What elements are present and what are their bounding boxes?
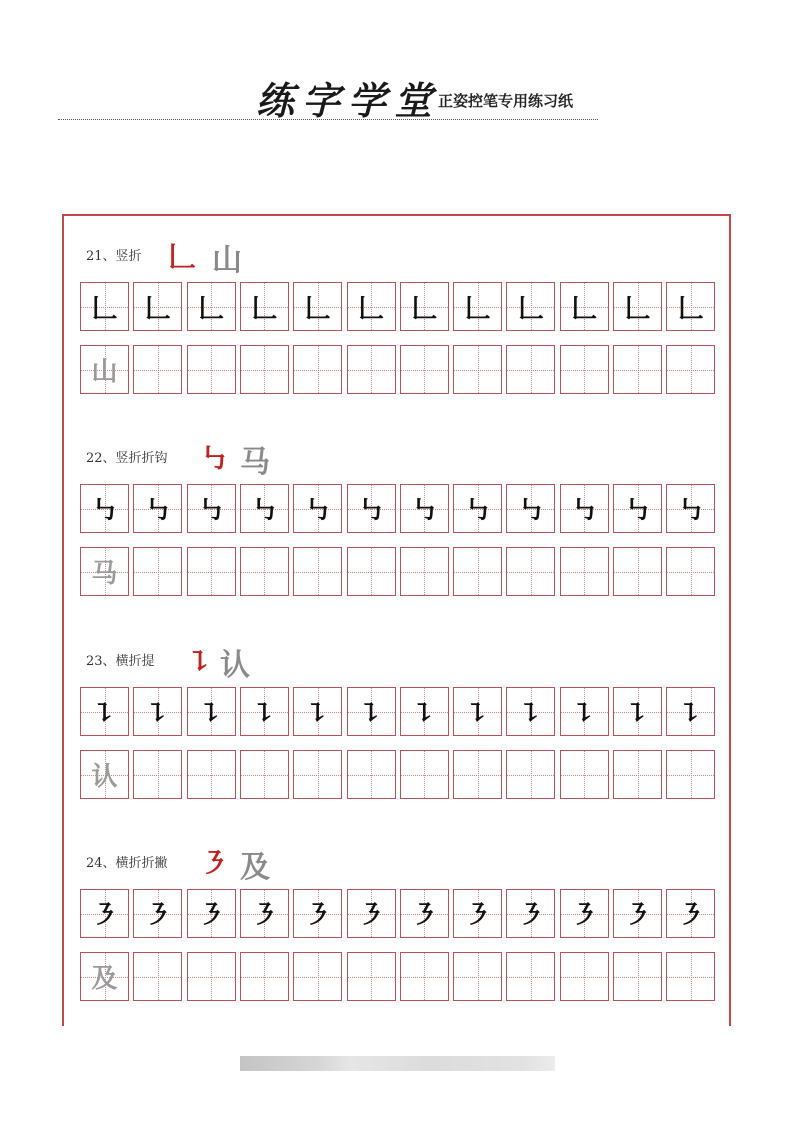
trace-char	[348, 548, 395, 595]
tian-grid-box[interactable]	[240, 484, 289, 533]
stroke-practice-row	[80, 687, 720, 736]
trace-char	[507, 751, 554, 798]
tian-grid-box[interactable]	[347, 547, 396, 596]
stroke-glyph: ㇊	[198, 699, 225, 729]
tian-grid-box[interactable]	[506, 345, 555, 394]
stroke-glyph: 𠃊	[624, 294, 651, 324]
tian-grid-box[interactable]	[453, 547, 502, 596]
tian-grid-box[interactable]	[400, 687, 449, 736]
stroke-glyph: ㇊	[91, 699, 118, 729]
section-stroke-sample: ㇋	[200, 847, 229, 880]
trace-char: 及	[91, 964, 118, 994]
tian-grid-box[interactable]	[666, 547, 715, 596]
tian-grid-box[interactable]	[613, 547, 662, 596]
stroke-glyph: ㇊	[624, 699, 651, 729]
section-stroke-sample: ㇉	[200, 442, 229, 475]
tian-grid-box[interactable]	[80, 750, 129, 799]
trace-char: 马	[91, 559, 118, 589]
tian-grid-box[interactable]	[613, 952, 662, 1001]
tian-grid-box[interactable]	[400, 345, 449, 394]
trace-char	[401, 346, 448, 393]
tian-grid-box[interactable]	[560, 889, 609, 938]
char-practice-row	[80, 547, 720, 596]
tian-grid-box[interactable]	[293, 687, 342, 736]
stroke-glyph: 𠃊	[517, 294, 544, 324]
tian-grid-box[interactable]	[293, 952, 342, 1001]
stroke-glyph: ㇉	[304, 496, 331, 526]
stroke-glyph: ㇉	[411, 496, 438, 526]
section-stroke-sample: ㇊	[186, 645, 215, 678]
tian-grid-box[interactable]	[347, 952, 396, 1001]
stroke-glyph: ㇋	[571, 901, 598, 931]
tian-grid-box[interactable]	[293, 547, 342, 596]
trace-char	[614, 953, 661, 1000]
stroke-glyph: ㇊	[304, 699, 331, 729]
tian-grid-box[interactable]	[453, 484, 502, 533]
tian-grid-box[interactable]	[400, 282, 449, 331]
stroke-glyph: ㇉	[517, 496, 544, 526]
tian-grid-box[interactable]	[666, 889, 715, 938]
trace-char	[507, 548, 554, 595]
tian-grid-box[interactable]	[80, 687, 129, 736]
stroke-glyph: ㇋	[357, 901, 384, 931]
tian-grid-box[interactable]	[240, 750, 289, 799]
tian-grid-box[interactable]	[80, 952, 129, 1001]
stroke-glyph: ㇉	[624, 496, 651, 526]
trace-char	[188, 548, 235, 595]
tian-grid-box[interactable]	[240, 345, 289, 394]
tian-grid-box[interactable]	[666, 687, 715, 736]
stroke-glyph: ㇊	[464, 699, 491, 729]
tian-grid-box[interactable]	[80, 345, 129, 394]
practice-section	[0, 240, 793, 445]
trace-char	[241, 751, 288, 798]
header-divider	[58, 119, 598, 120]
trace-char	[401, 548, 448, 595]
trace-char: 认	[91, 762, 118, 792]
stroke-glyph: ㇋	[677, 901, 704, 931]
tian-grid-box[interactable]	[347, 687, 396, 736]
practice-section	[0, 442, 793, 647]
stroke-glyph: ㇋	[304, 901, 331, 931]
tian-grid-box[interactable]	[347, 889, 396, 938]
tian-grid-box[interactable]	[506, 282, 555, 331]
trace-char	[401, 751, 448, 798]
tian-grid-box[interactable]	[506, 750, 555, 799]
tian-grid-box[interactable]	[453, 345, 502, 394]
tian-grid-box[interactable]	[666, 484, 715, 533]
stroke-glyph: ㇊	[251, 699, 278, 729]
stroke-glyph: ㇋	[144, 901, 171, 931]
tian-grid-box[interactable]	[240, 547, 289, 596]
tian-grid-box[interactable]	[506, 952, 555, 1001]
tian-grid-box[interactable]	[613, 484, 662, 533]
tian-grid-box[interactable]	[560, 282, 609, 331]
tian-grid-box[interactable]	[506, 484, 555, 533]
stroke-glyph: ㇋	[251, 901, 278, 931]
stroke-glyph: ㇊	[677, 699, 704, 729]
trace-char	[614, 751, 661, 798]
trace-char	[401, 953, 448, 1000]
trace-char	[561, 548, 608, 595]
trace-char	[294, 751, 341, 798]
trace-char	[188, 346, 235, 393]
tian-grid-box[interactable]	[187, 952, 236, 1001]
trace-char	[667, 346, 714, 393]
stroke-glyph: ㇉	[677, 496, 704, 526]
trace-char	[454, 953, 501, 1000]
trace-char	[294, 548, 341, 595]
practice-section	[0, 645, 793, 850]
tian-grid-box[interactable]	[347, 282, 396, 331]
stroke-glyph: 𠃊	[251, 294, 278, 324]
trace-char	[134, 548, 181, 595]
tian-grid-box[interactable]	[560, 750, 609, 799]
tian-grid-box[interactable]	[293, 282, 342, 331]
page-subtitle: 正姿控笔专用练习纸	[438, 92, 574, 110]
tian-grid-box[interactable]	[293, 484, 342, 533]
tian-grid-box[interactable]	[613, 687, 662, 736]
stroke-glyph: ㇋	[517, 901, 544, 931]
tian-grid-box[interactable]	[133, 484, 182, 533]
stroke-glyph: ㇉	[251, 496, 278, 526]
tian-grid-box[interactable]	[613, 750, 662, 799]
tian-grid-box[interactable]	[560, 687, 609, 736]
tian-grid-box[interactable]	[187, 484, 236, 533]
section-example-char: 山	[212, 243, 242, 278]
tian-grid-box[interactable]	[453, 889, 502, 938]
stroke-glyph: ㇋	[91, 901, 118, 931]
trace-char	[614, 548, 661, 595]
tian-grid-box[interactable]	[80, 282, 129, 331]
char-practice-row	[80, 345, 720, 394]
stroke-glyph: ㇋	[198, 901, 225, 931]
stroke-practice-row	[80, 484, 720, 533]
tian-grid-box[interactable]	[453, 687, 502, 736]
tian-grid-box[interactable]	[453, 282, 502, 331]
stroke-glyph: ㇉	[571, 496, 598, 526]
trace-char	[241, 548, 288, 595]
tian-grid-box[interactable]	[80, 889, 129, 938]
tian-grid-box[interactable]	[347, 345, 396, 394]
stroke-glyph: ㇊	[357, 699, 384, 729]
tian-grid-box[interactable]	[400, 750, 449, 799]
tian-grid-box[interactable]	[133, 547, 182, 596]
trace-char	[454, 548, 501, 595]
trace-char	[667, 953, 714, 1000]
tian-grid-box[interactable]	[347, 750, 396, 799]
stroke-glyph: 𠃊	[464, 294, 491, 324]
trace-char	[561, 953, 608, 1000]
tian-grid-box[interactable]	[133, 889, 182, 938]
tian-grid-box[interactable]	[560, 484, 609, 533]
trace-char	[348, 346, 395, 393]
trace-char	[561, 751, 608, 798]
tian-grid-box[interactable]	[240, 889, 289, 938]
stroke-glyph: ㇊	[144, 699, 171, 729]
section-label: 22、竖折折钩	[86, 451, 168, 466]
trace-char	[454, 751, 501, 798]
tian-grid-box[interactable]	[133, 282, 182, 331]
trace-char	[188, 751, 235, 798]
trace-char	[134, 751, 181, 798]
tian-grid-box[interactable]	[506, 547, 555, 596]
stroke-glyph: ㇊	[411, 699, 438, 729]
stroke-glyph: 𠃊	[357, 294, 384, 324]
tian-grid-box[interactable]	[240, 952, 289, 1001]
tian-grid-box[interactable]	[400, 889, 449, 938]
trace-char	[134, 953, 181, 1000]
tian-grid-box[interactable]	[453, 952, 502, 1001]
trace-char	[507, 346, 554, 393]
stroke-glyph: 𠃊	[198, 294, 225, 324]
stroke-glyph: 𠃊	[411, 294, 438, 324]
tian-grid-box[interactable]	[506, 889, 555, 938]
trace-char	[134, 346, 181, 393]
char-practice-row	[80, 952, 720, 1001]
trace-char	[561, 346, 608, 393]
tian-grid-box[interactable]	[293, 750, 342, 799]
practice-section	[0, 847, 793, 1052]
trace-char	[454, 346, 501, 393]
tian-grid-box[interactable]	[613, 282, 662, 331]
stroke-glyph: ㇋	[411, 901, 438, 931]
stroke-glyph: 𠃊	[144, 294, 171, 324]
stroke-glyph: ㇉	[144, 496, 171, 526]
stroke-glyph: ㇊	[571, 699, 598, 729]
tian-grid-box[interactable]	[240, 687, 289, 736]
char-practice-row	[80, 750, 720, 799]
tian-grid-box[interactable]	[80, 547, 129, 596]
section-example-char: 认	[220, 648, 250, 683]
tian-grid-box[interactable]	[666, 952, 715, 1001]
tian-grid-box[interactable]	[187, 889, 236, 938]
trace-char	[188, 953, 235, 1000]
tian-grid-box[interactable]	[133, 952, 182, 1001]
stroke-glyph: ㇋	[624, 901, 651, 931]
stroke-glyph: 𠃊	[677, 294, 704, 324]
section-label: 23、横折提	[86, 654, 155, 669]
section-example-char: 马	[240, 445, 270, 480]
tian-grid-box[interactable]	[187, 345, 236, 394]
stroke-glyph: ㇉	[357, 496, 384, 526]
trace-char	[667, 548, 714, 595]
tian-grid-box[interactable]	[187, 547, 236, 596]
stroke-glyph: 𠃊	[304, 294, 331, 324]
tian-grid-box[interactable]	[240, 282, 289, 331]
trace-char	[294, 346, 341, 393]
section-label: 24、横折折撇	[86, 856, 168, 871]
blurred-footer	[240, 1056, 555, 1071]
tian-grid-box[interactable]	[560, 345, 609, 394]
tian-grid-box[interactable]	[560, 952, 609, 1001]
stroke-glyph: ㇉	[91, 496, 118, 526]
trace-char: 山	[91, 357, 118, 387]
tian-grid-box[interactable]	[80, 484, 129, 533]
stroke-practice-row	[80, 889, 720, 938]
trace-char	[241, 346, 288, 393]
section-example-char: 及	[240, 850, 270, 885]
tian-grid-box[interactable]	[293, 889, 342, 938]
stroke-practice-row	[80, 282, 720, 331]
tian-grid-box[interactable]	[293, 345, 342, 394]
tian-grid-box[interactable]	[347, 484, 396, 533]
tian-grid-box[interactable]	[400, 484, 449, 533]
page-title: 练字学堂	[256, 78, 441, 123]
trace-char	[507, 953, 554, 1000]
trace-char	[667, 751, 714, 798]
stroke-glyph: 𠃊	[571, 294, 598, 324]
tian-grid-box[interactable]	[613, 345, 662, 394]
trace-char	[348, 953, 395, 1000]
tian-grid-box[interactable]	[133, 687, 182, 736]
stroke-glyph: ㇋	[464, 901, 491, 931]
trace-char	[294, 953, 341, 1000]
tian-grid-box[interactable]	[133, 345, 182, 394]
tian-grid-box[interactable]	[400, 547, 449, 596]
tian-grid-box[interactable]	[187, 750, 236, 799]
tian-grid-box[interactable]	[613, 889, 662, 938]
section-stroke-sample: 𠃊	[168, 240, 197, 273]
section-label: 21、竖折	[86, 249, 142, 264]
stroke-glyph: ㇊	[517, 699, 544, 729]
tian-grid-box[interactable]	[400, 952, 449, 1001]
tian-grid-box[interactable]	[187, 282, 236, 331]
tian-grid-box[interactable]	[506, 687, 555, 736]
tian-grid-box[interactable]	[453, 750, 502, 799]
trace-char	[348, 751, 395, 798]
tian-grid-box[interactable]	[560, 547, 609, 596]
trace-char	[241, 953, 288, 1000]
tian-grid-box[interactable]	[666, 282, 715, 331]
stroke-glyph: ㇉	[464, 496, 491, 526]
trace-char	[614, 346, 661, 393]
tian-grid-box[interactable]	[666, 750, 715, 799]
stroke-glyph: ㇉	[198, 496, 225, 526]
tian-grid-box[interactable]	[187, 687, 236, 736]
tian-grid-box[interactable]	[666, 345, 715, 394]
tian-grid-box[interactable]	[133, 750, 182, 799]
stroke-glyph: 𠃊	[91, 294, 118, 324]
